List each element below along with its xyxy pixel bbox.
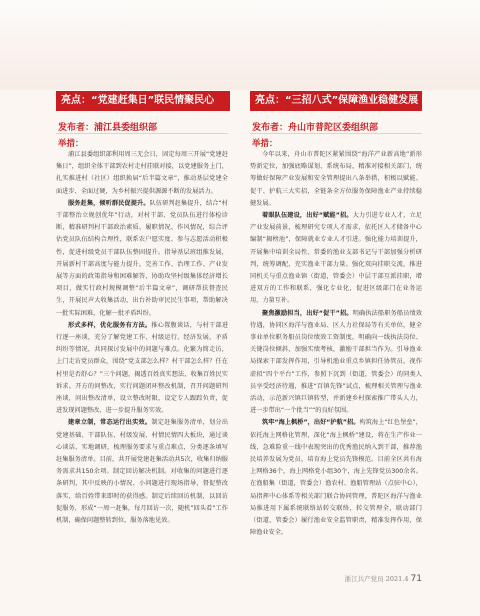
left-measures-label: 举措： (58, 139, 84, 149)
left-divider (56, 133, 228, 134)
paragraph: 形式多样，优化服务有方法。推心置腹谈话，与村干部进行逐一座谈，充分了解党建工作、村级运行、经济发展、矛盾纠纷等情况，共同探讨发展中的问题与难点。化繁为简走访，上门走访党员群众，围绕“党支部怎么样？村干部怎么样？任在村里是否舒心？”三个问题，揭透百姓真实想法，收集百姓民实诉求。开方的问整改，实行问题闭环整改机制，召开问题研判座谈，问出整改清单，设立整改时限，设定专人跟踪负责，促进发现问题整改，进一步提升服务实效。 (56, 321, 229, 415)
journal-name: 浙江共产党员 2021.4 (344, 575, 409, 583)
paragraph: 筑牢“海上枫桥”，出好“护航”招。构筑海上“红色堡垒”，依托海上网格化管理，深化“海上枫桥”建设，将在生产作业一线，急难险重一线中表现突出的优秀渔民纳入到干部，推荐渔民培养发展为党员，培育海上党员先锋模范。目前全区共有海上网格36个，海上网格党小组30个，海上先锋党员300余名。在渔船集（街道，管委会）渔农村、渔船管理站（点驻中心），局指挥中心体系等相关部门联合协同管理，普陀区海洋与渔业局推进用下属系统联络站转交联络，转交管理全，联动部门（街道，管委会）履行渔业安全监管职责，精准发挥作用，保障渔业安全。 (250, 419, 422, 537)
left-headline: 亮点：“党建赶集日”联民情聚民心 (56, 91, 230, 111)
left-publisher: 发布者：浦江县委组织部 (58, 123, 158, 133)
left-article-body (56, 149, 228, 527)
right-publisher: 发布者：舟山市普陀区委组织部 (252, 123, 379, 133)
paragraph: 浦江县委组织部利用周三无会日，固定每周三开展“党建赶集日”，组织全体干部到农村走村挂联对接，以党建服务上门，扎实推进村（社区）组织换届“后半篇文章”，推动基层党建全面进步、全面过硬，为乡村振兴提供源源不断的发展活力。 (56, 151, 228, 195)
paragraph: 聚焦激励担当，出好“促干”招。明确执法船职务船员绩效待遇，协同区海洋与渔业局、区人力社保局等有关单位，健全事业单位职务船员岗位绩效工资制度，明确向一线执法岗位、关键岗位倾斜，加强实绩考核，激励干部担当作为。引导渔业局探索干部发挥作用，引导机渔业重点乡镇担任协管员，视作虚拟“四个平台”工作，参照下沉到（街道，管委会）的同类人员享受经济待遇，推进“百镇先锋”试点，梳理相关管理与渔业活动，示范新兴镇巨镇转型，并新建乡村探索推广带头人力，进一步带出“一个批当”“的良好氛围。 (250, 309, 422, 415)
paragraph: 建章立制，常态运行出实效。制定赶集服务清单，划分出党建基础、干部队伍、村级发展、村情民情四大板块，通过谈心谈话、实地调研，梳理服务要求与重点难点，分类逐条填写赶集服务清单。目前，共开展党建赶集活动共5次，收集归纳服务需求共150余项。制定回访解决机制。对收集的问题进行逐条研判，其中反映的小情况、小问题进行现场指导，督促整改落实，给百姓带来即时的获得感。制定后续回访机制，以回访促服务，形成“一周一赶集，每月回访一次，随机”回头看”工作机制，确保问题整转到位，服务落地见效。 (56, 419, 229, 525)
page-number: 71 (410, 574, 422, 584)
right-headline: 亮点：“三招八式”保障渔业稳健发展 (250, 91, 422, 111)
right-article-body (250, 149, 422, 540)
top-background-band (0, 0, 480, 90)
paragraph: 服务赶集，倾听群民促提升。队伍研判赶集提升，结合“村干部整治立规创优年”行动，对村干部、党员队伍进行体检诊断，精准研判村干部政治素质、履职情况、作风情况，综合评估党员队伍结构合理性，联系农户愿实度、参与志愿活动积极性，促进村级党员干部队伍整固提升。指导基层班组推发展，开展新村干部高度与能力提升，完善工作、治理工作、产业发展等方面的政策指导和困难解答，协助攻坚村级集体经济增长项目，做实行政村规模调整“后半篇文章”，调研帮扶督查民生，开展民声大收集活动，出台补助审民民生事项，帮助解决一批实际困难，化解一批矛盾纠纷。 (56, 199, 228, 317)
paragraph: 着眼队伍建设，出好“赋能”招。大力引进专业人才，立足产业发展前景，梳理研究专项人才需求，依托区人才储备中心编制“揭榜池”，保障就业专业人才引进。强化能力培训提升，开展集中培训全局性、常委的渔业支部书记与干部加强分析研判，统筹调配，充实渔业干部力量。强化双向挂职交流，推进同机关与重点渔业镇（街道，管委会）中层干部互派挂职，增进双方的工作和联系，强化专业化，促进区级部门在业务运用，力量互补。 (250, 212, 422, 305)
page-footer (345, 574, 422, 584)
right-measures-label: 举措： (252, 139, 278, 149)
paragraph: 今年以来，舟山市普陀区紧紧围绕“海洋产业新高地”新形势新定位，加强底略谋划、系统布局，精准对接相关部门，统筹做好保障产业发展和安全管理提出八条举措，积极以赋能、促干、护航三大实招，全链条全方位服务保障渔业产业持续稳健发展。 (250, 151, 422, 207)
right-divider (250, 133, 422, 134)
